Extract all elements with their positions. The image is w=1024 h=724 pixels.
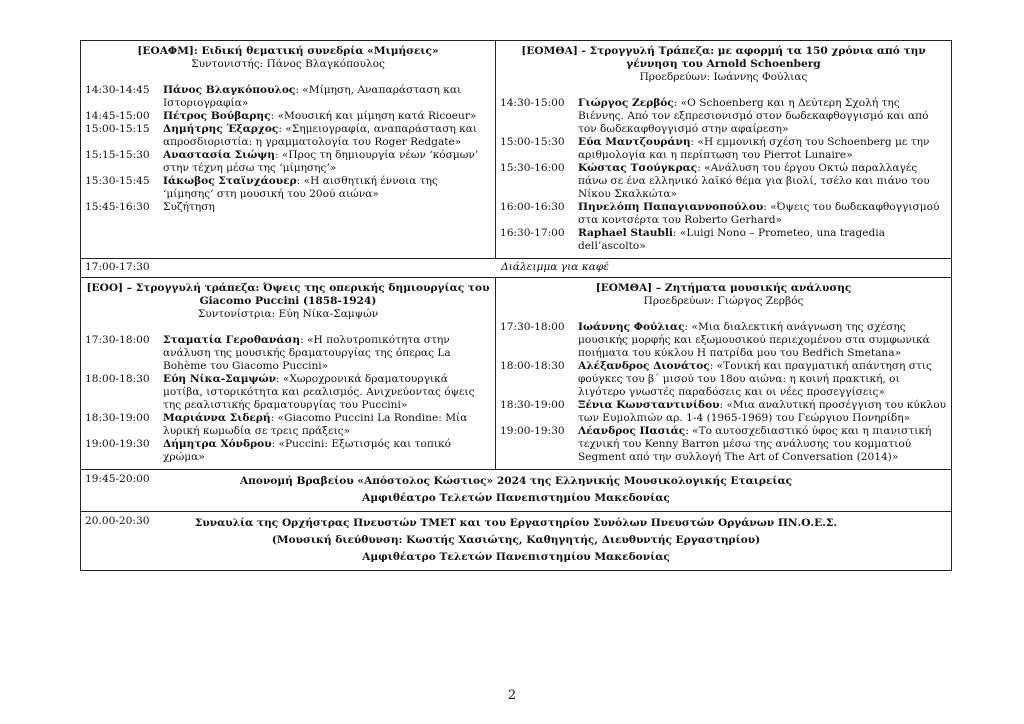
concert-direction: (Μουσική διεύθυνση: Κωστής Χασιώτης, Καθηγητής, Διευθυντής Εργαστηρίου) <box>271 534 761 546</box>
talk-title: : «Μίμηση, Αναπαράσταση και Ιστοριογραφία» <box>163 84 462 109</box>
talk-speaker: Δήμητρα Χόνδρου <box>163 438 272 450</box>
award-time: 19:45-20:00 <box>85 473 150 485</box>
talk-time: 18:00-18:30 <box>85 373 150 385</box>
session-header <box>85 282 491 321</box>
talk-time: 18:00-18:30 <box>500 360 565 372</box>
talk-time: 15:00-15:15 <box>85 123 150 135</box>
talk-row <box>85 84 491 110</box>
talk-list <box>500 97 947 253</box>
concert-title: Συναυλία της Ορχήστρας Πνευστών ΤΜΕΤ και του Εργαστηρίου Συνόλων Πνευστών Οργάνων ΠΝ.Ο.Ε.Σ. <box>194 517 838 529</box>
programme-page <box>80 40 951 571</box>
talk-title: : «Η εμμονική σχέση του Schoenberg με την αριθμολογία και η περίπτωση του Pierrot Lunaire» <box>578 136 930 161</box>
talk-speaker: Δημήτρης Έξαρχος <box>163 123 279 135</box>
talk-row <box>85 438 491 464</box>
talk-time: 16:00-16:30 <box>500 201 565 213</box>
session-left-2 <box>81 278 496 470</box>
talk-speaker: Γιώργος Ζερβός <box>578 97 674 109</box>
session-title: [ΕΟΑΦΜ]: Ειδική θεματική συνεδρία «Μιμήσεις» <box>137 45 439 57</box>
break-time: 17:00-17:30 <box>85 261 150 273</box>
session-header <box>500 45 947 84</box>
talk-speaker: Πηνελόπη Παπαγιαννοπούλου <box>578 201 764 213</box>
talk-speaker: Εύα Μαντζουράνη <box>578 136 691 148</box>
talk-title: : «Η πολυτροπικότητα στην ανάλυση της μουσικής δραματουργίας της όπερας La Bohème του Giacomo Puccini» <box>163 334 451 372</box>
talk-text <box>163 438 491 464</box>
talk-time: 14:45-15:00 <box>85 110 150 122</box>
talk-list <box>85 84 491 214</box>
talk-text <box>163 373 491 412</box>
talk-row <box>85 149 491 175</box>
talk-title: : «Όψεις του δωδεκαφθογγισμού στα κοντσέρτα του Roberto Gerhard» <box>578 201 940 226</box>
talk-speaker: Ιωάννης Φούλιας <box>578 321 685 333</box>
talk-text <box>578 136 947 162</box>
talk-speaker: Ιάκωβος Σταϊνχάουερ <box>163 175 297 187</box>
talk-text <box>578 162 947 201</box>
talk-speaker: Αλέξανδρος Διονάτος <box>578 360 710 372</box>
talk-row <box>500 360 947 399</box>
concert-time: 20.00-20:30 <box>85 515 150 527</box>
session-chair: Συντονίστρια: Εύη Νίκα-Σαμψών <box>197 308 379 320</box>
talk-row <box>85 334 491 373</box>
session-block-2 <box>81 278 952 470</box>
session-header <box>500 282 947 308</box>
talk-title: : «Ανάλυση του έργου Οκτώ παραλλαγές πάνω σε ένα ελληνικό λαϊκό θέμα για βιολί, τσέλο και πιάνο του Νίκου Σκαλκώτα» <box>578 162 930 200</box>
talk-title: : «Τονική και πραγματική απάντηση στις φούγκες του β΄ μισού του 18ου αιώνα: η κοινή πρακτική, οι λιγότερο γνωστές παραδόσεις και οι νέες προσεγγίσεις» <box>578 360 932 398</box>
talk-row <box>500 136 947 162</box>
talk-text <box>578 360 947 399</box>
talk-time: 15:15-15:30 <box>85 149 150 161</box>
talk-text <box>163 334 491 373</box>
talk-text <box>578 399 947 425</box>
break-label: Διάλειμμα για καφέ <box>500 261 609 273</box>
session-title: [ΕΟΜΘΑ] – Ζητήματα μουσικής ανάλυσης <box>595 282 852 294</box>
talk-title: : «Η αισθητική έννοια της ‘μίμησης’ στη μουσική του 20ού αιώνα» <box>163 175 438 200</box>
talk-text <box>578 201 947 227</box>
award-venue: Αμφιθέατρο Τελετών Πανεπιστημίου Μακεδονίας <box>362 492 670 504</box>
talk-row <box>500 425 947 464</box>
talk-list <box>85 334 491 464</box>
talk-row <box>85 373 491 412</box>
talk-title: : «Μια αναλυτική προσέγγιση του κύκλου των Ευμολπιών αρ. 1-4 (1965-1969) του Γεώργιου Πονηρίδη» <box>578 399 947 424</box>
session-chair: Προεδρεύων: Γιώργος Ζερβός <box>643 295 804 307</box>
talk-time: 17:30-18:00 <box>500 321 565 333</box>
talk-time: 15:00-15:30 <box>500 136 565 148</box>
concert-row <box>81 512 952 571</box>
talk-time: 19:00-19:30 <box>500 425 565 437</box>
talk-row <box>85 412 491 438</box>
talk-text <box>578 321 947 360</box>
talk-text <box>578 97 947 136</box>
talk-time: 16:30-17:00 <box>500 227 565 239</box>
talk-row <box>500 97 947 136</box>
session-right-2 <box>496 278 952 470</box>
talk-title: : «O Schoenberg και η Δεύτερη Σχολή της Βιέννης. Από τον εξπρεσιονισμό στον δωδεκαφθογγισμό και από τον δωδεκαφθογγισμό στην αφαίρεση» <box>578 97 929 135</box>
talk-time: 14:30-14:45 <box>85 84 150 96</box>
talk-speaker: Αναστασία Σιώψη <box>163 149 275 161</box>
talk-time: 15:30-16:00 <box>500 162 565 174</box>
session-right-1 <box>496 41 952 259</box>
talk-time: 18:30-19:00 <box>500 399 565 411</box>
session-chair: Συντονιστής: Πάνος Βλαγκόπουλος <box>191 58 385 70</box>
talk-title: : «Το αυτοσχεδιαστικό ύφος και η πιανιστική τεχνική του Kenny Barron μέσω της ανάλυσης του κομματιού Segment από την συλλογή The Art of Conversation (2014)» <box>578 425 932 463</box>
session-chair: Προεδρεύων: Ιωάννης Φούλιας <box>639 71 808 83</box>
talk-row <box>500 227 947 253</box>
talk-row <box>500 162 947 201</box>
talk-speaker: Πάνος Βλαγκόπουλος <box>163 84 296 96</box>
talk-row <box>85 175 491 201</box>
talk-time: 15:30-15:45 <box>85 175 150 187</box>
session-title: [ΕΟΟ] – Στρογγυλή τράπεζα: Όψεις της οπερικής δημιουργίας του Giacomo Puccini (1858-1924) <box>86 282 490 307</box>
talk-text <box>163 175 491 201</box>
talk-speaker: Ξένια Κωνσταντινίδου <box>578 399 720 411</box>
talk-row <box>85 110 491 123</box>
talk-text <box>163 123 491 149</box>
talk-list <box>500 321 947 464</box>
talk-row <box>85 123 491 149</box>
talk-title: : «Μουσική και μίμηση κατά Ricoeur» <box>270 110 477 122</box>
talk-row <box>500 321 947 360</box>
talk-text <box>163 110 491 123</box>
talk-title: : «Χωροχρονικά δραματουργικά μοτίβα, ιστορικότητα και ρεαλισμός. Ανιχνεύοντας όψεις της ρεαλιστικής δραματουργίας του Puccini» <box>163 373 475 411</box>
talk-text <box>163 412 491 438</box>
talk-speaker: Μαριάννα Σιδερή <box>163 412 271 424</box>
talk-time: 19:00-19:30 <box>85 438 150 450</box>
talk-row <box>85 201 491 214</box>
talk-title: Συζήτηση <box>163 201 215 213</box>
session-block-1 <box>81 41 952 259</box>
talk-time: 15:45-16:30 <box>85 201 150 213</box>
award-row <box>81 470 952 512</box>
session-title: [ΕΟΜΘΑ] - Στρογγυλή Τράπεζα: με αφορμή τα 150 χρόνια από την γέννηση του Arnold Schoenberg <box>521 45 926 70</box>
talk-text <box>163 149 491 175</box>
talk-title: : «Μια διαλεκτική ανάγνωση της σχέσης μουσικής μορφής και εξωμουσικού περιεχομένου στα συμφωνικά ποιήματα του κύκλου Η πατρίδα μου του Bedřich Smetana» <box>578 321 930 359</box>
talk-text <box>578 425 947 464</box>
talk-speaker: Λέανδρος Πασιάς <box>578 425 686 437</box>
break-row <box>81 259 952 278</box>
talk-speaker: Εύη Νίκα-Σαμψών <box>163 373 276 385</box>
concert-venue: Αμφιθέατρο Τελετών Πανεπιστημίου Μακεδονίας <box>362 551 670 563</box>
talk-title: : «Προς τη δημιουργία νέων ‘κόσμων’ στην τέχνη μέσω της ‘μίμησης’» <box>163 149 479 174</box>
talk-row <box>500 399 947 425</box>
programme-table <box>80 40 952 571</box>
talk-time: 18:30-19:00 <box>85 412 150 424</box>
session-header <box>85 45 491 71</box>
talk-time: 14:30-15:00 <box>500 97 565 109</box>
talk-row <box>500 201 947 227</box>
session-left-1 <box>81 41 496 259</box>
talk-speaker: Raphael Staubli <box>578 227 673 239</box>
award-title: Απονομή Βραβείου «Απόστολος Κώστιος» 2024 της Ελληνικής Μουσικολογικής Εταιρείας <box>239 475 793 487</box>
talk-text <box>163 201 491 214</box>
talk-speaker: Πέτρος Βούβαρης <box>163 110 271 122</box>
talk-title: : «Σημειογραφία, αναπαράσταση και απροσδιοριστία: η γραμματολογία του Roger Redgate» <box>163 123 478 148</box>
talk-title: : «Puccini: Εξωτισμός και τοπικό χρώμα» <box>163 438 451 463</box>
talk-speaker: Σταματία Γεροθανάση <box>163 334 301 346</box>
page-number: 2 <box>507 688 517 703</box>
talk-text <box>578 227 947 253</box>
talk-title: : «Giacomo Puccini La Rondine: Μία λυρική κωμωδία σε τρεις πράξεις» <box>163 412 468 437</box>
talk-time: 17:30-18:00 <box>85 334 150 346</box>
talk-text <box>163 84 491 110</box>
talk-title: : «Luigi Nono – Prometeo, una tragedia dell’ascolto» <box>578 227 886 252</box>
talk-speaker: Κώστας Τσούγκρας <box>578 162 698 174</box>
